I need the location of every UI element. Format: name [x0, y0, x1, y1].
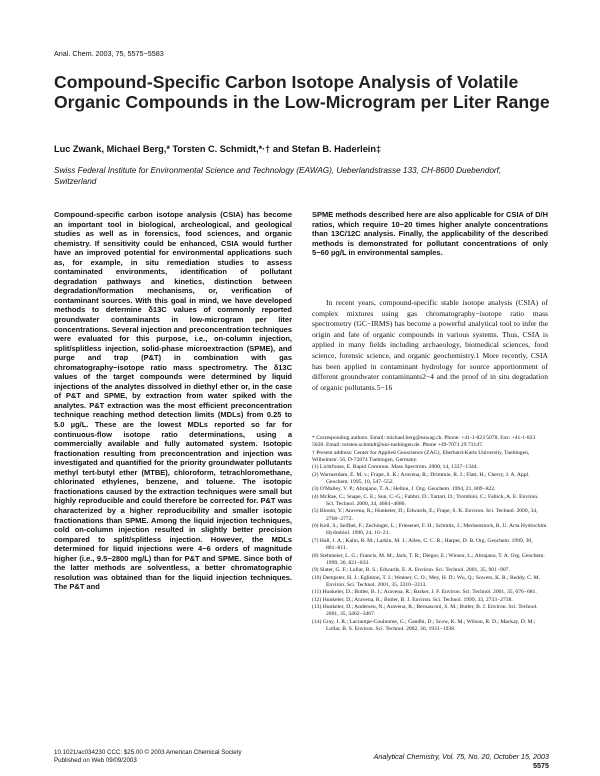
page-number: 5575 — [533, 761, 549, 770]
reference-item: (12) Hunkeler, D.; Aravena, R.; Butler, B. J. Environ. Sci. Technol. 1999, 33, 2733−2738. — [312, 596, 513, 603]
footer-journal — [360, 752, 549, 770]
published-date: Published on Web 09/09/2003 — [54, 756, 137, 764]
reference-item: (11) Hunkeler, D.; Butler, B. J.; Aravena, R.; Barker, J. F. Environ. Sci. Technol. 2001, 35, 676−681. — [312, 589, 537, 596]
reference-item: (4) McRae, C.; Snape, C. E.; Sun, C.-G.; Fabbri, D.; Tartari, D.; Trombini, C.; Fallick, A. E. Environ. Sci. Technol. 2000, 34, 4684−4686. — [312, 493, 539, 508]
footer-publication-info — [54, 749, 242, 764]
reference-item: (8) Stehmeier, L. G.; Francis, M. M.; Jack, T. R.; Diegor, E.; Winsor, L.; Abrajano, T. A. Org. Geochem. 1999, 30, 821−833. — [312, 552, 545, 566]
reference-item: (5) Bloom, Y.; Aravena, R.; Hunkeler, D.; Edwards, E.; Frape, S. K. Environ. Sci. Technol. 2000, 34, 2768−2772. — [312, 508, 538, 522]
reference-item: (3) O'Malley, V. P.; Abrajano, T. A.; Hellou, J. Org. Geochem. 1994, 21, 809−822. — [312, 486, 496, 493]
reference-item: (9) Slater, G. F.; Lollar, B. S.; Edwards, E. A. Environ. Sci. Technol. 2001, 35, 901−907. — [312, 567, 510, 574]
footnote: * Corresponding authors. Email: michael.berg@eawag.ch. Phone: +41-1-823 5078. Fax: +41-1-823 5028. Email: torsten.schmidt@uni-tuebingen.de. Phone +49-7071 29 73147. — [312, 435, 536, 449]
reference-item: (13) Hunkeler, D.; Andersen, N.; Aravena, R.; Bernasconi, S. M.; Butler, B. J. Environ. Sci. Technol. 2001, 35, 3462−3467. — [312, 603, 538, 618]
affiliation: Swiss Federal Institute for Environmental Science and Technology (EAWAG), Ueberlandstrasse 133, CH-8600 Duebendorf, Switzerland — [54, 166, 502, 186]
reference-item: (14) Gray, J. R.; Lacrampe-Couloume, G.; Gandhi, D.; Scow, K. M.; Wilson, R. D.; Mackay, D. M.; Lollar, B. S. Environ. Sci. Technol. 2002, 36, 1931−1938. — [312, 618, 536, 632]
author-list: Luc Zwank, Michael Berg,* Torsten C. Schmidt,*·† and Stefan B. Haderlein‡ — [54, 144, 382, 154]
article-title: Compound-Specific Carbon Isotope Analysis of Volatile Organic Compounds in the Low-Microgram per Liter Range — [54, 72, 550, 112]
intro-paragraph: In recent years, compound-specific stable isotope analysis (CSIA) of complex mixtures using gas chromatography−isotope ratio mass spectrometry (GC−IRMS) has become a powerful analytical tool to infer the origin and fate of organic compounds in various systems. Thus, CSIA is applied in many fields including archaeology, biomedical sciences, food science, forensic science, and organic geochemistry.1 More recently, CSIA has been applied in contaminant hydrology for source apportionment of different groundwater contaminants2−4 and the proof of in situ degradation of organic pollutants.5−16 — [312, 298, 548, 392]
reference-item: (2) Warmerdam, E. M. v.; Frape, S. K.; Aravena, R.; Drimmie, R. J.; Flatt, H.; Cherry, J. A. Appl. Geochem. 1995, 10, 547−552. — [312, 471, 530, 486]
journal-citation: Anal. Chem. 2003, 75, 5575−5583 — [54, 49, 164, 58]
reference-item: (6) Keil, S.; Seifhel, F.; Zechinger, L.; Friesenel, F. H.; Schmitz, J.; Meckenstock, R. U. Acta Hydrochim. Hydrobiol. 1996, 24, 16−21. — [312, 523, 548, 537]
doi-line: 10.1021/ac034230 CCC: $25.00 © 2003 American Chemical Society — [54, 749, 242, 756]
introduction — [312, 298, 548, 393]
abstract-column-1: Compound-specific carbon isotope analysis (CSIA) has become an important tool in biological, archeological, and geological studies as well as in forensics, food sciences, and organic chemistry. If sensitivity could be enhanced, CSIA would further have an improved potential for environmental applications such as, for example, in situ remediation studies to assess contaminated environments, identification of pollutant degradation pathways and kinetics, distinction between degradation/formation mechanisms, or, verification of contaminant sources. With this goal in mind, we have developed methods to determine δ13C values of commonly reported groundwater contaminants in low-microgram per liter concentrations. Several injection and preconcentration techniques were evaluated for this purpose, i.e., on-column injection, split/splitless injection, solid-phase microextraction (SPME), and purge and trap (P&T) in combination with gas chromatography−isotope ratio mass spectrometry. The δ13C values of the target compounds were determined by liquid injections of the analytes dissolved in diethyl ether or, in the case of P&T and SPME, by extraction from water spiked with the analytes. P&T extraction was the most efficient preconcentration technique reaching method detection limits (MDLs) from 0.25 to 5.0 µg/L. These are the lowest MDLs reported so far for continuous-flow isotope ratio determinations, using a commercially available and fully automated system. Isotopic fractionation resulting from preconcentration and injection was investigated and quantified for the priority groundwater pollutants methyl tert-butyl ether (MTBE), chloroform, tetrachloromethane, chlorinated ethylenes, benzene, and toluene. The isotopic fractionations caused by the extraction techniques were small but highly reproducible and could therefore be corrected for. P&T was characterized by a higher reproducibility and smaller isotopic fractionations than SPME. Among the liquid injection techniques, cold on-column injection resulted in slightly better precision compared to split/splitless injection. However, the MDLs determined for liquid injections were 4−6 orders of magnitude higher (i.e., 9.5−2800 mg/L) than for P&T and SPME. Since both of the latter methods are solventless, a better chromatographic resolution was obtained than for the liquid injection techniques. The P&T and — [54, 210, 292, 592]
reference-item: (10) Dempster, H. J.; Eglinton, T. I.; Wenner, C. O.; Mey, H. D.; Wu, Q.; Sowers, K. R.; Reddy, C. M. Environ. Sci. Technol. 2001, 35, 3310−3313. — [312, 574, 540, 588]
journal-issue: Analytical Chemistry, Vol. 75, No. 20, October 15, 2003 — [373, 752, 549, 761]
abstract-column-2: SPME methods described here are also applicable for CSIA of D/H ratios, which require 10−20 times higher analyte concentrations than 13C/12C analysis. Finally, the applicability of the described methods is demonstrated for pollutant concentrations of only 5−60 µg/L in environmental samples. — [312, 210, 548, 258]
footnote: † Present address: Center for Applied Geoscience (ZAG), Eberhard-Karls University, Tuebingen, Wilhelmstr. 56, D-72074 Tuebingen, Germany. — [312, 449, 530, 464]
reference-item: (1) Lichtfouse, E. Rapid Commun. Mass Spectrom. 2000, 14, 1337−1344. — [312, 464, 478, 471]
footnotes-and-references — [312, 435, 548, 633]
reference-item: (7) Hall, J. A.; Kalin, R. M.; Larkin, M. J.; Allen, C. C. R.; Harper, D. B. Org. Geochem. 1999, 30, 801−811. — [312, 537, 533, 552]
